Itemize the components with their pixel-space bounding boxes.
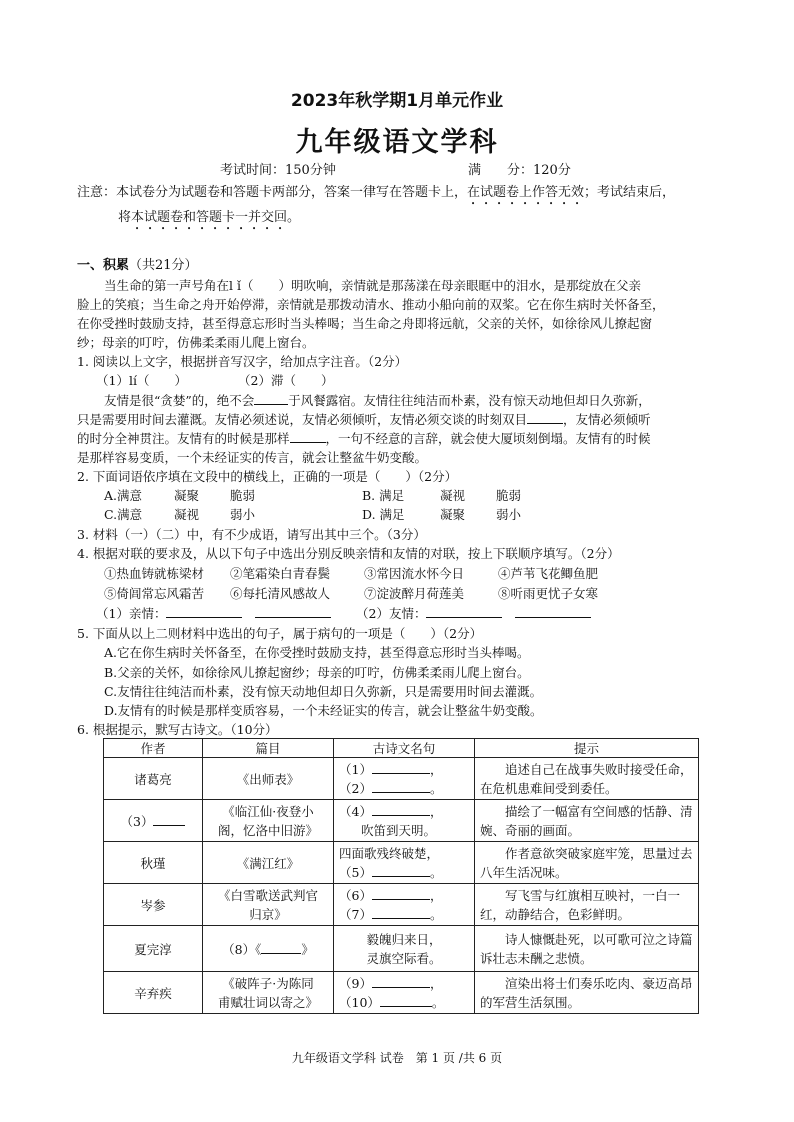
table-row — [104, 972, 699, 1014]
semester-title: 2023年秋学期1月单元作业 — [290, 91, 504, 111]
title-line: 《临江仙·夜登小 — [222, 803, 314, 819]
notice-line-2 — [118, 208, 300, 233]
blank-line — [153, 812, 185, 826]
blank-line — [380, 993, 432, 1007]
blank-line — [372, 779, 430, 793]
hint-cell: 追述自己在战事失败时接受任命，在危机患难间受到委任。 — [475, 758, 699, 800]
passage2-text: 只是需要用时间去灌溉。友情必须述说，友情必须倾听，友情必须交谈的时刻双目 — [77, 412, 528, 427]
notice-emphasis: 在试题卷上作答无效 — [467, 185, 585, 200]
blank-line — [372, 802, 430, 816]
author-cell: 夏完淳 — [104, 926, 203, 972]
punct: 。 — [429, 906, 443, 922]
title-line: 《白雪歌送武判官 — [217, 887, 318, 903]
lines-cell — [334, 972, 475, 1014]
question-3: 3. 材料（一）（二）中，有不少成语，请写出其中三个。（3分） — [77, 527, 426, 542]
poem-line: 灵旗空际看。 — [366, 950, 442, 966]
poem-line: 吹笛到天明。 — [361, 822, 437, 838]
author-cell — [104, 800, 203, 842]
passage2-text: 的时分全神贯注。友情有的时候是那样 — [77, 431, 290, 446]
option-word: 凝视 — [174, 507, 200, 522]
couplet-line: ⑦淀波醉月荷莲美 — [364, 586, 465, 601]
line-number: （10） — [339, 994, 380, 1010]
q4-row — [104, 564, 598, 583]
section-heading — [77, 256, 198, 275]
blank-line — [372, 974, 430, 988]
author-cell: 诸葛亮 — [104, 758, 203, 800]
q4-fill-friendship — [356, 604, 591, 623]
section-points: （共21分） — [129, 258, 198, 273]
column-header: 古诗文名句 — [334, 739, 475, 758]
punct: 》 — [301, 941, 314, 957]
poem-line: 四面歌残终破楚， — [339, 845, 440, 861]
question-1: 1. 阅读以上文字，根据拼音写汉字，给加点字注音。（2分） — [77, 354, 408, 369]
blank-line — [372, 886, 430, 900]
notice-line-1 — [77, 183, 675, 208]
page-footer: 九年级语文学科 试卷 第 1 页 /共 6 页 — [291, 1051, 503, 1065]
line-number: （5） — [339, 864, 372, 880]
blank-line — [426, 604, 502, 618]
hint-cell: 渲染出将士们奏乐吃肉、豪迈高昂的军营生活氛围。 — [475, 972, 699, 1014]
column-header: 提示 — [475, 739, 699, 758]
q2-option-b — [362, 486, 521, 505]
hint-cell: 作者意欲突破家庭牢笼，思量过去八年生活况味。 — [475, 842, 699, 884]
title-line: 阁，忆洛中旧游》 — [217, 822, 318, 838]
table-row — [104, 842, 699, 884]
passage1-line: 纱；母亲的叮咛，仿佛柔柔雨儿爬上窗台。 — [77, 335, 315, 350]
author-cell: 辛弃疾 — [104, 972, 203, 1014]
q5-option: A.它在你生病时关怀备至，在你受挫时鼓励支持，甚至得意忘形时当头棒喝。 — [104, 645, 530, 660]
passage2-text: ，友情必须倾听 — [563, 412, 651, 427]
notice-text: 将 — [118, 210, 132, 225]
couplet-line: ④芦苇飞花鲫鱼肥 — [498, 566, 599, 581]
table-row — [104, 926, 699, 972]
couplet-line: ⑧听雨更忧子女寒 — [498, 586, 599, 601]
passage2-text: ，一句不经意的言辞，就会使大厦顷刻倒塌。友情有的时候 — [325, 431, 651, 446]
table-header-row — [104, 739, 699, 758]
passage1-line: 在你受挫时鼓励支持，甚至得意忘形时当头棒喝；当生命之舟即将远航，父亲的关怀，如徐徐风儿撩起窗 — [77, 316, 653, 331]
question-5: 5. 下面从以上二则材料中选出的句子，属于病句的一项是（ ）（2分） — [77, 626, 483, 641]
notice-text: 。 — [287, 210, 301, 225]
lines-cell — [334, 884, 475, 926]
lines-cell — [334, 758, 475, 800]
line-number: （4） — [339, 803, 372, 819]
passage2-line — [77, 410, 651, 429]
fill-label: （2）友情： — [356, 606, 427, 621]
table-row — [104, 800, 699, 842]
couplet-line: ⑥每托清风感故人 — [230, 586, 331, 601]
blank-line — [261, 940, 301, 954]
punct: 。 — [429, 780, 443, 796]
answer-number: （3） — [120, 813, 154, 829]
table-row — [104, 884, 699, 926]
notice-text: ；考试结束后， — [584, 185, 676, 200]
option-label: C.满意 — [104, 507, 143, 522]
title-line: 甫赋壮词以寄之》 — [217, 994, 318, 1010]
title-line: 归京》 — [249, 906, 287, 922]
title-cell — [203, 926, 334, 972]
lines-cell — [334, 842, 475, 884]
option-word: 弱小 — [496, 507, 522, 522]
option-word: 脆弱 — [496, 488, 522, 503]
section-title: 一、积累 — [77, 258, 130, 273]
line-number: （7） — [339, 906, 372, 922]
line-number: （9） — [339, 975, 372, 991]
option-word: 脆弱 — [230, 488, 256, 503]
option-label: B. 满足 — [362, 488, 405, 503]
blank-line — [515, 604, 591, 618]
hint-cell: 写飞雪与红旗相互映衬，一白一红，动静结合，色彩鲜明。 — [475, 884, 699, 926]
blank-line — [372, 905, 430, 919]
punct: 。 — [429, 864, 443, 880]
notice-text: 注意：本试卷分为试题卷和答题卡两部分，答案一律写在答题卡上， — [77, 185, 468, 200]
couplet-line: ③常因流水怀今日 — [364, 566, 465, 581]
blank-line — [372, 760, 430, 774]
line-number: （2） — [339, 780, 372, 796]
punct: 。 — [431, 994, 445, 1010]
q2-option-a — [104, 486, 255, 505]
blank-line — [254, 391, 288, 405]
notice-emphasis: 本试题卷和答题卡一并交回 — [131, 210, 288, 225]
title-cell — [203, 884, 334, 926]
passage2-text: 于风餐露宿。友情往往纯洁而朴素，没有惊天动地但却日久弥新， — [288, 393, 651, 408]
exam-time: 考试时间：150分钟 — [220, 163, 336, 178]
passage1-line: 当生命的第一声号角在l ǐ（ ）明吹响，亲情就是那荡漾在母亲眼眶中的泪水，是那绽放在父亲 — [104, 278, 641, 293]
option-label: D. 满足 — [362, 507, 405, 522]
hint-cell: 诗人慷慨赴死，以可歌可泣之诗篇诉壮志未酬之悲愤。 — [475, 926, 699, 972]
fill-label: （1）亲情： — [96, 606, 167, 621]
title-cell: 《出师表》 — [203, 758, 334, 800]
full-score: 满 分：120分 — [468, 163, 571, 178]
punct: ， — [429, 761, 443, 777]
question-2: 2. 下面词语依序填在文段中的横线上，正确的一项是（ ）（2分） — [77, 469, 458, 484]
blank-line — [290, 429, 326, 443]
title-cell — [203, 800, 334, 842]
couplet-line: ②笔霜染白青春鬓 — [230, 566, 331, 581]
option-label: A.满意 — [104, 488, 143, 503]
author-cell: 秋瑾 — [104, 842, 203, 884]
column-header: 作者 — [104, 739, 203, 758]
lines-cell — [334, 800, 475, 842]
page-title: 九年级语文学科 — [295, 127, 499, 158]
hint-cell: 描绘了一幅富有空间感的恬静、清婉、奇丽的画面。 — [475, 800, 699, 842]
punct: ， — [429, 803, 443, 819]
question-4: 4. 根据对联的要求及，从以下句子中选出分别反映亲情和友情的对联，按上下联顺序填写。（2分） — [77, 546, 620, 561]
passage2-line — [77, 429, 651, 448]
q4-fill-kinship — [96, 604, 331, 623]
blank-line — [372, 863, 430, 877]
option-word: 凝聚 — [174, 488, 200, 503]
passage2-line: 是那样容易变质，一个未经证实的传言，就会让整盆牛奶变酸。 — [77, 450, 428, 465]
q5-option: D.友情有的时候是那样变质容易，一个未经证实的传言，就会让整盆牛奶变酸。 — [104, 703, 543, 718]
blank-line — [255, 604, 331, 618]
punct: ， — [429, 887, 443, 903]
column-header: 篇目 — [203, 739, 334, 758]
passage2-text: 友情是很“贪婪”的，绝不会 — [104, 393, 255, 408]
q2-option-c — [104, 505, 255, 524]
option-word: 凝视 — [440, 488, 466, 503]
q1-item: （2）滞（ ） — [238, 373, 334, 388]
question-6: 6. 根据提示，默写古诗文。（10分） — [77, 722, 278, 737]
q2-option-d — [362, 505, 521, 524]
punct: ， — [429, 975, 443, 991]
passage1-line: 脸上的笑痕；当生命之舟开始停滞，亲情就是那拨动清水、推动小船向前的双桨。它在你生病时关怀备至， — [77, 297, 665, 312]
poem-table — [103, 738, 699, 1014]
title-cell: 《满江红》 — [203, 842, 334, 884]
q5-option: C.友情往往纯洁而朴素，没有惊天动地但却日久弥新，只是需要用时间去灌溉。 — [104, 684, 543, 699]
answer-number: （8）《 — [222, 941, 262, 957]
couplet-line: ⑤倚闾常忘风霜苦 — [104, 586, 205, 601]
passage2-line — [104, 391, 651, 410]
line-number: （6） — [339, 887, 372, 903]
option-word: 凝聚 — [440, 507, 466, 522]
lines-cell — [334, 926, 475, 972]
blank-line — [166, 604, 242, 618]
table-row — [104, 758, 699, 800]
title-cell — [203, 972, 334, 1014]
title-line: 《破阵子·为陈同 — [222, 975, 314, 991]
couplet-line: ①热血铸就栋梁材 — [104, 566, 205, 581]
option-word: 弱小 — [230, 507, 256, 522]
q5-option: B.父亲的关怀，如徐徐风儿撩起窗纱；母亲的叮咛，仿佛柔柔雨儿爬上窗台。 — [104, 665, 530, 680]
blank-line — [527, 410, 563, 424]
line-number: （1） — [339, 761, 372, 777]
q4-row — [104, 584, 598, 603]
poem-line: 毅魄归来日， — [366, 931, 442, 947]
author-cell: 岑参 — [104, 884, 203, 926]
q1-item: （1）lí（ ） — [96, 373, 187, 388]
